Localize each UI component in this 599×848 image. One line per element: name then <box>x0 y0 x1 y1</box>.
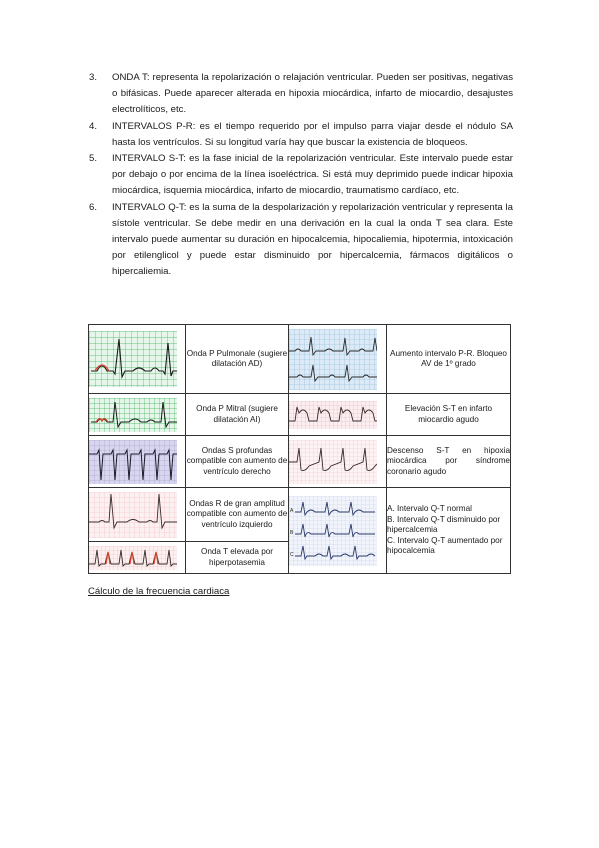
list-number: 3. <box>89 72 98 83</box>
ecg-av-block-image <box>289 329 377 390</box>
list-text: INTERVALO Q-T: es la suma de la despolarización y repolarización ventricular y representa la sístole ventricular. Se debe medir en una derivación en la cual la onda T sea clara. Este intervalo puede aumentar su duración en hipocalcemia, hipocaliemia, hipotermia, intoxicación por etilenglicol y puede estar disminuido por hipercalcemia, fármacos digitálicos o hipercaliemia. <box>112 201 513 278</box>
caption-qt-increased: C. Intervalo Q-T aumentado por hipocalcemia <box>387 535 503 556</box>
lead-a-label: A <box>290 507 294 514</box>
lead-b-label: B <box>290 529 294 536</box>
caption-p-mitral: Onda P Mitral (sugiere dilatación AI) <box>186 394 289 436</box>
ecg-table <box>88 324 511 574</box>
table-row <box>89 394 511 436</box>
caption-st-depression: Descenso S-T en hipoxia miocárdica por síndrome coronario agudo <box>387 436 511 488</box>
table-row <box>89 325 511 394</box>
ecg-peaked-t-image <box>89 546 177 570</box>
ecg-cell <box>89 394 186 436</box>
list-number: 5. <box>89 153 98 165</box>
ecg-cell <box>289 394 387 436</box>
ecg-st-elevation-image <box>289 401 377 429</box>
caption-qt-decreased: B. Intervalo Q-T disminuido por hipercalcemia <box>387 514 501 535</box>
list-text: ONDA T: representa la repolarización o relajación ventricular. Pueden ser positivas, negativas o bifásicas. Puede aparecer alterada en hipoxia miocárdica, infarto de miocardio, desajustes electrolíticos, etc. <box>112 72 513 116</box>
ecg-cell <box>89 436 186 488</box>
table-row <box>89 488 511 542</box>
list-number: 6. <box>89 201 98 213</box>
table-row <box>89 436 511 488</box>
numbered-list <box>89 70 513 281</box>
ecg-cell <box>89 325 186 394</box>
caption-st-elevation: Elevación S-T en infarto miocardio agudo <box>387 394 511 436</box>
ecg-p-pulmonale-image <box>89 331 177 387</box>
ecg-tall-r-image <box>89 492 177 538</box>
caption-tall-r: Ondas R de gran amplitud compatible con aumento de ventrículo izquierdo <box>186 488 289 542</box>
ecg-qt-intervals-image <box>289 496 377 566</box>
caption-deep-s: Ondas S profundas compatible con aumento de ventrículo derecho <box>186 436 289 488</box>
list-text: INTERVALO S-T: es la fase inicial de la repolarización ventricular. Este intervalo puede estar por debajo o por encima de la línea isoeléctrica. Si está muy deprimido puede indicar hipoxia miocárdica, isquemia miocárdica, infarto de miocardio, traumatismo cardíaco, etc. <box>112 153 513 197</box>
caption-pr-increase: Aumento intervalo P-R. Bloqueo AV de 1º grado <box>387 325 511 394</box>
ecg-p-mitral-image <box>89 398 177 432</box>
list-text: INTERVALOS P-R: es el tiempo requerido por el impulso parra viajar desde el nódulo SA hasta los ventrículos. Si su longitud varía hay que buscar la existencia de bloqueos. <box>112 120 513 148</box>
ecg-st-depression-image <box>289 440 377 484</box>
ecg-cell <box>289 325 387 394</box>
list-item-intervalo-pr <box>89 119 513 151</box>
list-item-onda-t <box>89 70 513 119</box>
ecg-cell <box>289 488 387 574</box>
caption-peaked-t: Onda T elevada por hiperpotasemia <box>186 542 289 574</box>
caption-qt-intervals <box>387 488 511 574</box>
lead-c-label: C <box>290 551 294 558</box>
ecg-cell <box>89 488 186 542</box>
section-heading: Cálculo de la frecuencia cardiaca <box>88 586 230 597</box>
caption-p-pulmonale: Onda P Pulmonale (sugiere dilatación AD) <box>186 325 289 394</box>
ecg-cell <box>289 436 387 488</box>
ecg-cell <box>89 542 186 574</box>
list-item-intervalo-st <box>89 151 513 200</box>
list-number: 4. <box>89 120 98 132</box>
caption-qt-normal: A. Intervalo Q-T normal <box>387 504 472 514</box>
ecg-deep-s-image <box>89 440 177 484</box>
list-item-intervalo-qt <box>89 200 513 281</box>
